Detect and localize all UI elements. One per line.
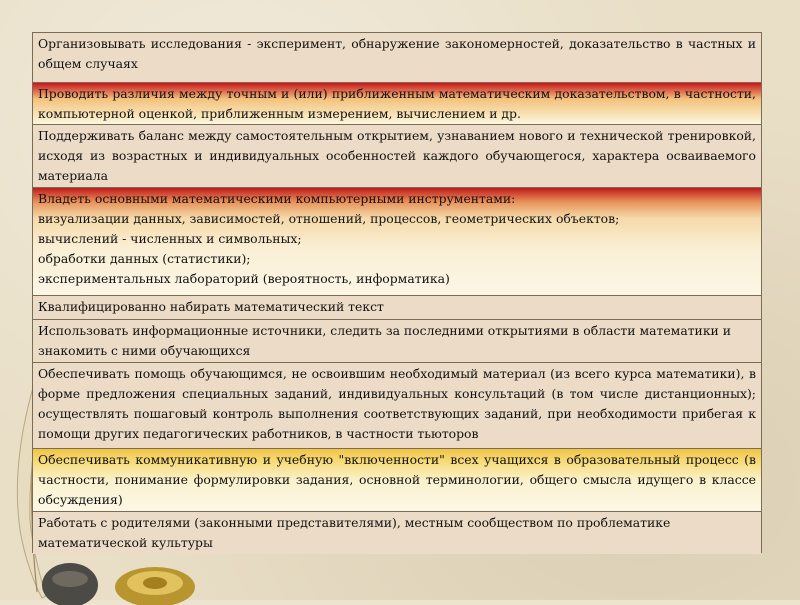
row-text-line: вычислений - численных и символьных; — [38, 231, 302, 246]
table-row — [33, 448, 761, 511]
row-text-line: экспериментальных лабораторий (вероятность, информатика) — [38, 271, 450, 286]
row-text: Обеспечивать помощь обучающимся, не освоившим необходимый материал (из всего курса математики), в форме предложения специальных заданий, индивидуальных консультаций (в том числе дистанционных); осуществлять пошаговый контроль выполнения соответствующих заданий, при необходимости прибегая к помощи других педагогических работников, в частности тьюторов — [38, 366, 756, 441]
row-text: Организовывать исследования - эксперимент, обнаружение закономерностей, доказательство в частных и общем случаях — [38, 36, 756, 71]
table-row — [33, 295, 761, 319]
row-text-line: Владеть основными математическими компьютерными инструментами: — [38, 191, 516, 206]
row-text: Проводить различия между точным и (или) приближенным математическим доказательством, в частности, компьютерной оценкой, приближенным измерением, вычислением и др. — [38, 86, 756, 121]
row-text: Квалифицированно набирать математический текст — [38, 299, 384, 314]
row-text-line: визуализации данных, зависимостей, отношений, процессов, геометрических объектов; — [38, 211, 620, 226]
inkwell-decoration — [40, 545, 210, 605]
row-text: Использовать информационные источники, следить за последними открытиями в области математики и знакомить с ними обучающихся — [38, 323, 732, 358]
table-row — [33, 511, 761, 554]
competencies-table — [32, 32, 762, 553]
table-row — [33, 82, 761, 124]
table-row — [33, 362, 761, 448]
table-row — [33, 319, 761, 362]
row-text: Обеспечивать коммуникативную и учебную "включенности" всех учащихся в образовательный процесс (в частности, понимание формулировки задания, основной терминологии, общего смысла идущего в классе обсуждения) — [38, 452, 756, 507]
table-row — [33, 124, 761, 187]
row-text: Работать с родителями (законными представителями), местным сообществом по проблематике математической культуры — [38, 515, 671, 550]
table-row — [33, 187, 761, 295]
table-row — [33, 33, 761, 82]
row-text-line: обработки данных (статистики); — [38, 251, 251, 266]
row-text: Поддерживать баланс между самостоятельным открытием, узнаванием нового и технической тренировкой, исходя из возрастных и индивидуальных особенностей каждого обучающегося, характера осваиваемого материала — [38, 128, 756, 183]
